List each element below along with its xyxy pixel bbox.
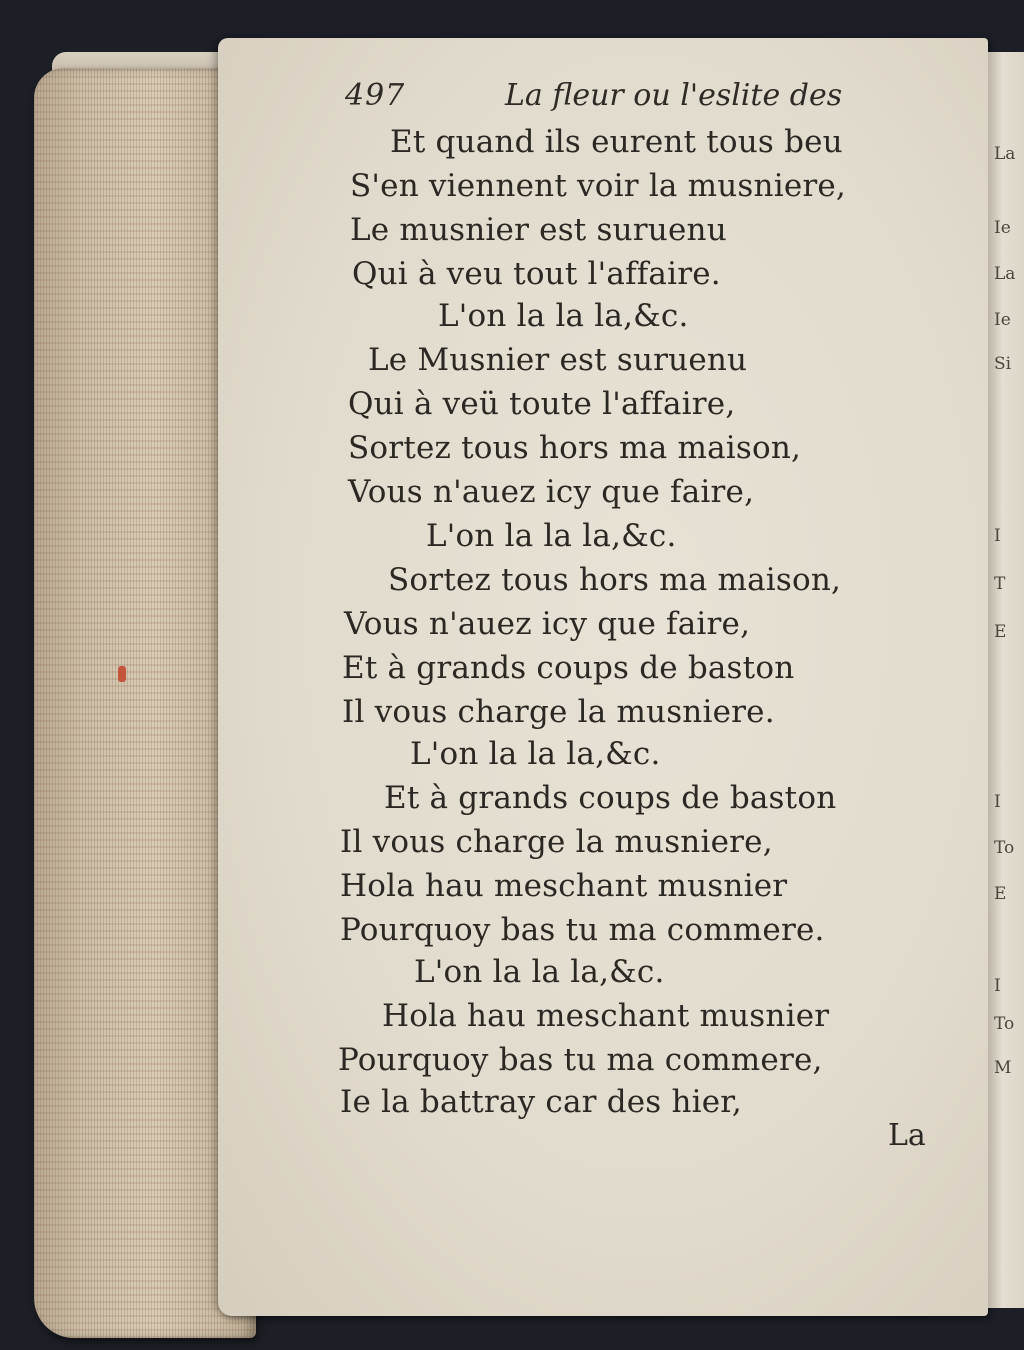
verse-line: Sortez tous hors ma maison, [348, 430, 802, 466]
verse-line: Qui à veü toute l'affaire, [348, 386, 736, 422]
facing-fragment: Si [994, 354, 1012, 374]
verse-line: Pourquoy bas tu ma commere. [340, 912, 825, 948]
verse-line: Hola hau meschant musnier [340, 868, 788, 904]
facing-fragment: Ie [994, 218, 1011, 238]
facing-fragment: La [994, 264, 1016, 284]
facing-fragment: E [994, 622, 1007, 642]
facing-fragment: To [994, 1014, 1015, 1034]
facing-fragment: Ie [994, 310, 1011, 330]
verse-line: Et à grands coups de baston [342, 650, 795, 686]
verse-line: Il vous charge la musniere, [340, 824, 773, 860]
verse-line: Et à grands coups de baston [384, 780, 837, 816]
verse-line: Ie la battray car des hier, [340, 1084, 742, 1120]
facing-fragment: La [994, 144, 1016, 164]
catchword: La [888, 1118, 926, 1153]
refrain-line: L'on la la la,&c. [426, 518, 677, 554]
facing-fragment: M [994, 1058, 1012, 1078]
refrain-line: L'on la la la,&c. [414, 954, 665, 990]
running-head: La fleur ou l'eslite des [505, 78, 843, 113]
verse-line: Et quand ils eurent tous beu [390, 124, 843, 160]
refrain-line: L'on la la la,&c. [410, 736, 661, 772]
verse-line: Vous n'auez icy que faire, [344, 606, 751, 642]
facing-fragment: To [994, 838, 1015, 858]
verse-line: Le Musnier est suruenu [368, 342, 748, 378]
facing-fragment: I [994, 526, 1001, 546]
facing-fragment: T [994, 574, 1006, 594]
verse-line: Hola hau meschant musnier [382, 998, 830, 1034]
facing-fragment: E [994, 884, 1007, 904]
facing-fragment: I [994, 976, 1001, 996]
verse-line: Vous n'auez icy que faire, [348, 474, 755, 510]
facing-fragment: I [994, 792, 1001, 812]
refrain-line: L'on la la la,&c. [438, 298, 689, 334]
verse-line: Qui à veu tout l'affaire. [352, 256, 721, 292]
verse-line: Pourquoy bas tu ma commere, [338, 1042, 823, 1078]
verse-line: Sortez tous hors ma maison, [388, 562, 842, 598]
page-number: 497 [345, 78, 406, 113]
verse-line: S'en viennent voir la musniere, [350, 168, 846, 204]
verse-line: Le musnier est suruenu [350, 212, 727, 248]
verse-line: Il vous charge la musniere. [342, 694, 775, 730]
